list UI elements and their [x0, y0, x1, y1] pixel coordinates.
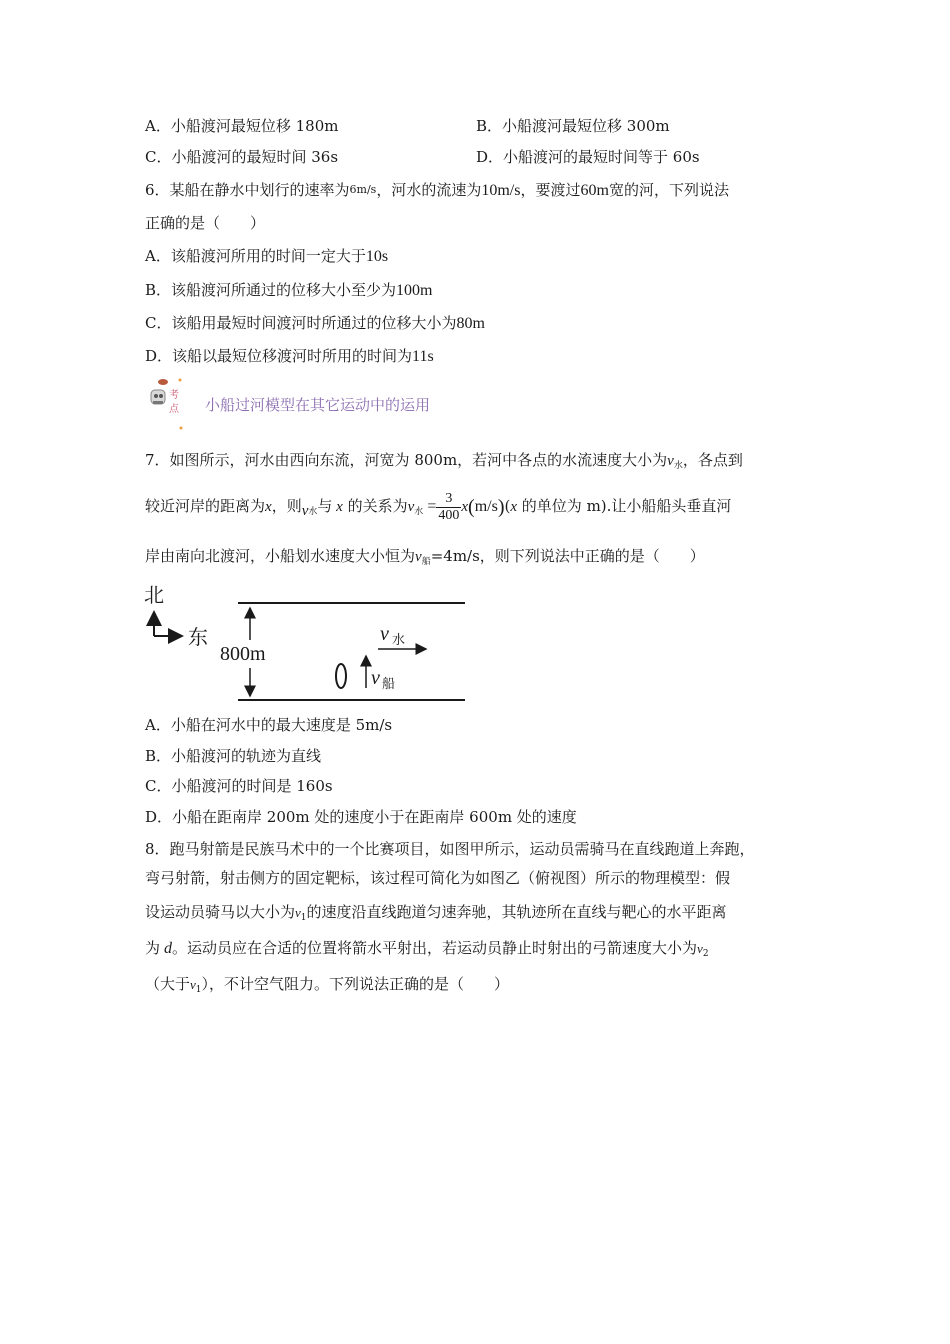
- q7-fraction: $\frac{3}{400}$: [438, 490, 460, 523]
- q8-line5: （大于$v_1$），不计空气阻力。下列说法正确的是（ ）: [145, 975, 510, 995]
- q8-line2: 弯弓射箭，射击侧方的固定靶标，该过程可简化为如图乙（俯视图）所示的物理模型：假: [145, 869, 731, 887]
- q7-stem-line2: 较近河岸的距离为x，则$v_水$与 x 的关系为$v_水$ = $\frac{3}{400}$ x(m/s)(x 的单位为 m).让小船船头垂直河: [145, 490, 732, 523]
- q7-stem-line3: 岸由南向北渡河，小船划水速度大小恒为$v_船=4m/s$，则下列说法中正确的是（ ）: [145, 547, 705, 567]
- north-label: 北: [144, 583, 164, 607]
- v-boat-sub: 船: [382, 677, 396, 692]
- kaodian-title: 小船过河模型在其它运动中的运用: [205, 396, 431, 414]
- river-diagram: [140, 580, 480, 705]
- kaodian-char-2: 点: [169, 404, 179, 415]
- v-water-sub: 水: [392, 633, 406, 648]
- kaodian-badge-icon: [145, 376, 189, 432]
- river-width-label: 800m: [220, 643, 266, 665]
- q6-stem: 6．某船在静水中划行的速率为6m/s，河水的流速为10m/s，要渡过60m宽的河，下列说法: [145, 181, 729, 199]
- kaodian-char-1: 考: [169, 390, 179, 401]
- q6-option-c: C．该船用最短时间渡河时所通过的位移大小为80m: [145, 314, 485, 332]
- q5-option-b: B．小船渡河最短位移 300m: [476, 117, 670, 135]
- q6-option-d: D．该船以最短位移渡河时所用的时间为11s: [145, 347, 434, 365]
- q8-line4: 为 d。运动员应在合适的位置将箭水平射出，若运动员静止时射出的弓箭速度大小为$v_2$: [145, 939, 709, 959]
- q5-option-c: C．小船渡河的最短时间 36s: [145, 148, 339, 166]
- q7-option-a: A．小船在河水中的最大速度是 5m/s: [145, 716, 393, 734]
- v-boat-symbol: v: [371, 667, 380, 689]
- q7-stem-line1: 7．如图所示，河水由西向东流，河宽为 800m，若河中各点的水流速度大小为$v_水$，各点到: [145, 451, 743, 471]
- q7-option-c: C．小船渡河的时间是 160s: [145, 777, 333, 795]
- q6-option-b: B．该船渡河所通过的位移大小至少为100m: [145, 281, 433, 299]
- q5-option-a: A．小船渡河最短位移 180m: [145, 117, 339, 135]
- boat-icon: [336, 664, 346, 688]
- v-water-symbol: v: [380, 623, 389, 645]
- q5-option-d: D．小船渡河的最短时间等于 60s: [476, 148, 700, 166]
- q7-option-d: D．小船在距南岸 200m 处的速度小于在距南岸 600m 处的速度: [145, 808, 577, 826]
- q6-option-a: A．该船渡河所用的时间一定大于10s: [145, 247, 389, 265]
- q7-option-b: B．小船渡河的轨迹为直线: [145, 747, 322, 765]
- q8-line3: 设运动员骑马以大小为$v_1$的速度沿直线跑道匀速奔驰，其轨迹所在直线与靶心的水平距离: [145, 903, 727, 923]
- east-label: 东: [188, 625, 208, 649]
- q6-stem-line2: 正确的是（ ）: [145, 214, 266, 232]
- q8-line1: 8．跑马射箭是民族马术中的一个比赛项目，如图甲所示，运动员需骑马在直线跑道上奔跑，: [145, 840, 755, 858]
